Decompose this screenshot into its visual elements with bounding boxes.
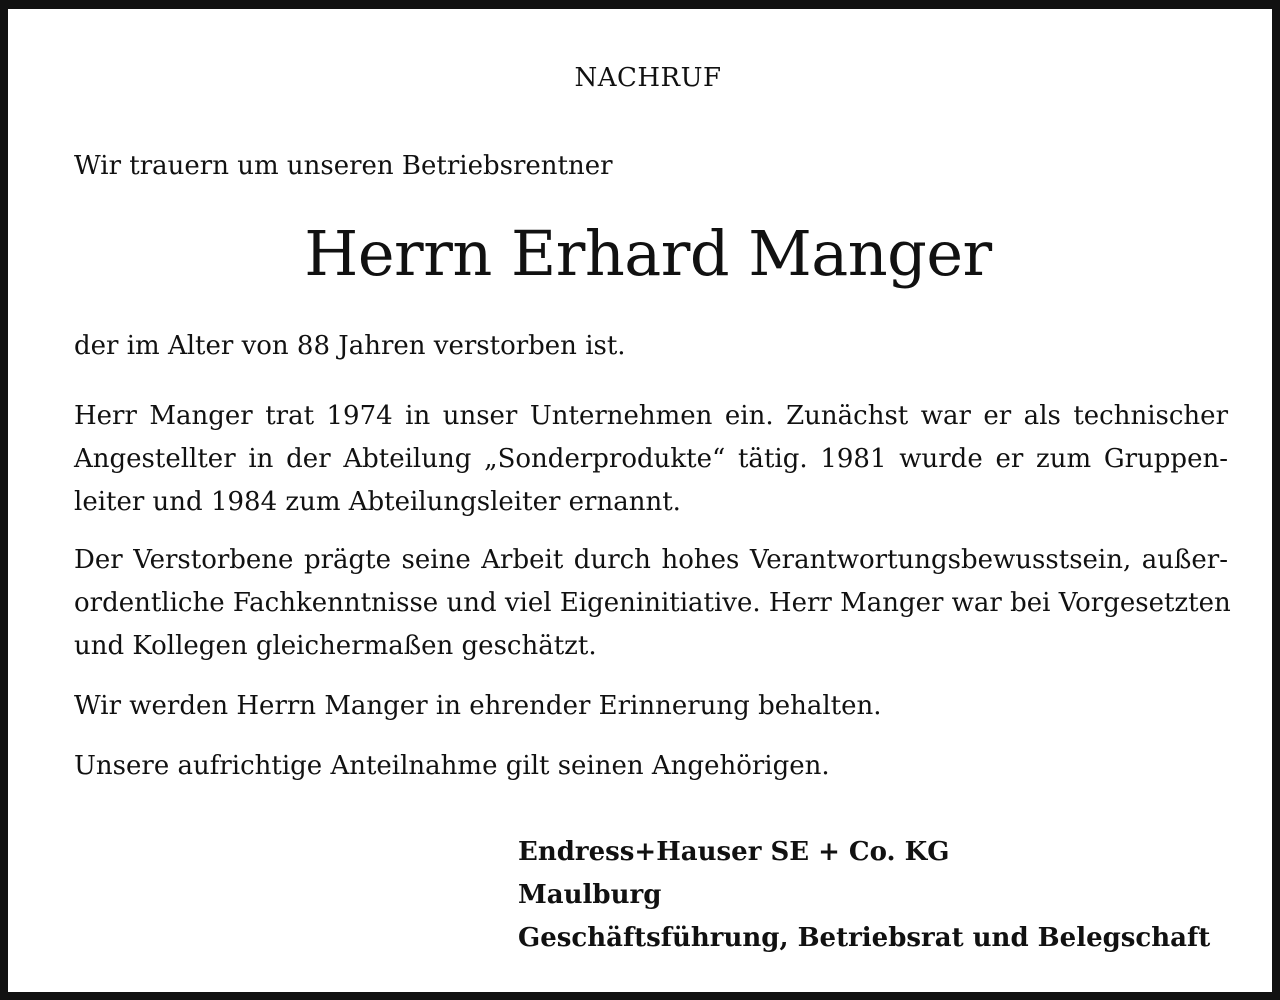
deceased-name: Herrn Erhard Manger (304, 217, 992, 290)
career-paragraph (74, 395, 1228, 524)
company-name: Endress+Hauser SE + Co. KG (518, 837, 950, 867)
condolence-line: Unsere aufrichtige Anteilnahme gilt seinen Angehörigen. (74, 751, 830, 781)
obituary-heading: NACHRUF (574, 63, 722, 93)
career-line: Herr Manger trat 1974 in unser Unternehmen ein. Zunächst war er als technischer (74, 401, 1228, 431)
intro-line: Wir trauern um unseren Betriebsrentner (74, 151, 613, 181)
age-line: der im Alter von 88 Jahren verstorben ist. (74, 331, 626, 361)
tribute-line: und Kollegen gleichermaßen geschätzt. (74, 631, 597, 661)
remembrance-line: Wir werden Herrn Manger in ehrender Erinnerung behalten. (74, 691, 882, 721)
tribute-line: Der Verstorbene prägte seine Arbeit durch hohes Verantwortungsbewusstsein, außer- (74, 545, 1228, 575)
signatories: Geschäftsführung, Betriebsrat und Belegschaft (518, 923, 1211, 953)
tribute-paragraph (74, 539, 1231, 668)
company-location: Maulburg (518, 880, 662, 910)
career-line: leiter und 1984 zum Abteilungsleiter ernannt. (74, 487, 681, 517)
career-line: Angestellter in der Abteilung „Sonderprodukte“ tätig. 1981 wurde er zum Gruppen- (74, 444, 1228, 474)
tribute-line: ordentliche Fachkenntnisse und viel Eigeninitiative. Herr Manger war bei Vorgesetzten (74, 588, 1231, 618)
signature-block (518, 831, 1210, 960)
